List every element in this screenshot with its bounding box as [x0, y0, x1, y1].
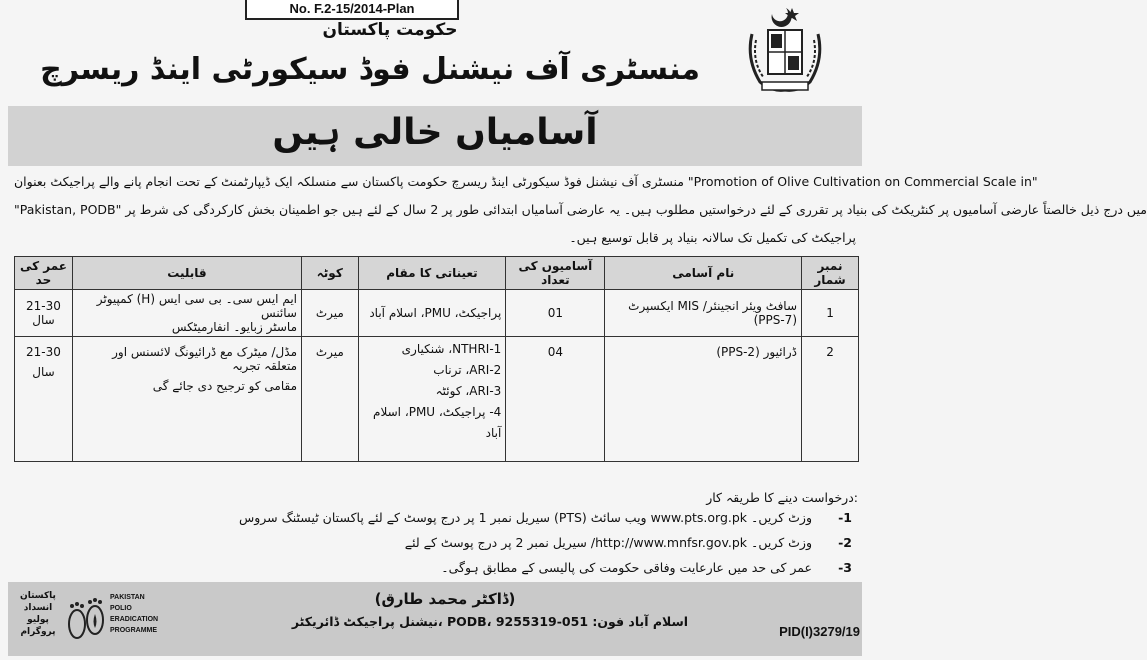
location-item: ARI-3، کوئٹہ — [435, 384, 502, 398]
intro-line-2: "Pakistan, PODB" میں درج ذیل خالصتاً عارضی آسامیوں پر کنٹریکٹ کی بنیاد پر تقرری کے لئے درخواستیں مطلوب ہیں۔ یہ عارضی آسامیاں ابتدائی طور پر 2 سال کے لئے ہیں جو اطمینان بخش کارکردگی کی شرط پر — [14, 202, 1147, 217]
post-cell: ڈرائیور (PPS-2) — [605, 337, 802, 462]
qualification-cell — [72, 290, 301, 337]
footprints-icon — [64, 590, 108, 648]
location-cell — [358, 290, 506, 337]
table-row — [15, 290, 859, 337]
qualification-cell — [72, 337, 301, 462]
logo-urdu-text: پاکستان انسداد پولیو پروگرام — [20, 591, 56, 637]
howto-item: سیریل نمبر 2 پر درج پوسٹ کے لئے /http://www.mnfsr.gov.pk وزٹ کریں۔ — [404, 535, 812, 550]
polio-eradication-logo — [14, 586, 166, 652]
logo-english-text — [110, 592, 170, 636]
header-qualification: قابلیت — [72, 257, 301, 290]
post-cell: سافٹ ویئر انجینئر/ MIS ایکسپرٹ (PPS-7) — [605, 290, 802, 337]
reference-number: No. F.2-15/2014-Plan — [245, 0, 459, 20]
header-post: نام آسامی — [605, 257, 802, 290]
qualification-line: مقامی کو ترجیح دی جائے گی — [152, 379, 297, 393]
age-unit: سال — [32, 313, 55, 327]
banner-title: آسامیاں خالی ہیں — [272, 112, 598, 153]
logo-english-line: PROGRAMME — [110, 627, 158, 634]
qualification-line: مڈل/ میٹرک مع ڈرائیونگ لائسنس اور متعلقہ تجربہ — [112, 345, 297, 373]
government-heading: حکومت پاکستان — [322, 20, 458, 40]
howto-number: -1 — [838, 510, 852, 525]
howto-heading: درخواست دینے کا طریقہ کار: — [706, 490, 858, 505]
age-unit: سال — [32, 365, 55, 379]
howto-item: عمر کی حد میں عارعایت وفاقی حکومت کی پالیسی کے مطابق ہوگی۔ — [441, 560, 812, 575]
vacancies-banner — [8, 106, 862, 166]
quota-cell: میرٹ — [302, 290, 359, 337]
signatory-title: نیشنل پراجیکٹ ڈائریکٹر، PODB، اسلام آباد فون: 051-9255319 — [291, 614, 689, 629]
serial-cell: 1 — [802, 290, 859, 337]
age-cell — [15, 337, 73, 462]
age-range: 21-30 — [26, 299, 61, 313]
location-item: پراجیکٹ، PMU، اسلام آباد — [369, 305, 502, 320]
table-row — [15, 337, 859, 462]
qualification-line: ایم ایس سی۔ بی سی ایس (H) کمپیوٹر سائنس — [96, 292, 297, 320]
count-cell: 01 — [506, 290, 605, 337]
logo-english-line: POLIO — [110, 605, 132, 612]
quota-cell: میرٹ — [302, 337, 359, 462]
intro-line-3: پراجیکٹ کی تکمیل تک سالانہ بنیاد پر قابل توسیع ہیں۔ — [569, 230, 856, 245]
signatory-name: (ڈاکٹر محمد طارق) — [374, 590, 516, 608]
howto-number: -3 — [838, 560, 852, 575]
logo-english-line: ERADICATION — [110, 616, 159, 623]
pid-number: PID(I)3279/19 — [779, 624, 860, 639]
location-item: 4- پراجیکٹ، PMU، اسلام آباد — [373, 405, 502, 440]
logo-english-line: PAKISTAN — [110, 594, 145, 601]
intro-line-1: منسٹری آف نیشنل فوڈ سیکورٹی اینڈ ریسرچ حکومت پاکستان سے منسلکہ ایک ڈیپارٹمنٹ کے تحت انجام پانے والے پراجیکٹ بعنوان "Promotion of Olive Cultivation on Commercial Scale in" — [14, 174, 1038, 189]
header-age: عمر کی حد — [15, 257, 73, 290]
table-header-row — [15, 257, 859, 290]
location-item: ARI-2، ترناب — [433, 363, 502, 377]
count-cell: 04 — [506, 337, 605, 462]
howto-number: -2 — [838, 535, 852, 550]
age-range: 21-30 — [26, 345, 61, 359]
location-cell — [358, 337, 506, 462]
ministry-title: منسٹری آف نیشنل فوڈ سیکورٹی اینڈ ریسرچ — [40, 52, 700, 87]
vacancy-table — [14, 256, 859, 462]
state-emblem-icon — [742, 4, 828, 96]
qualification-line: ماسٹر زبایو۔ انفارمیٹکس — [171, 320, 297, 334]
header-location: تعیناتی کا مقام — [358, 257, 506, 290]
header-serial: نمبر شمار — [802, 257, 859, 290]
howto-item: سیریل نمبر 1 پر درج پوسٹ کے لئے پاکستان ٹیسٹنگ سروس (PTS) ویب سائٹ www.pts.org.pk وزٹ کریں۔ — [238, 510, 812, 525]
header-count: آسامیوں کی تعداد — [506, 257, 605, 290]
serial-cell: 2 — [802, 337, 859, 462]
age-cell — [15, 290, 73, 337]
header-quota: کوٹہ — [302, 257, 359, 290]
location-item: NTHRI-1، شنکیاری — [401, 342, 502, 356]
